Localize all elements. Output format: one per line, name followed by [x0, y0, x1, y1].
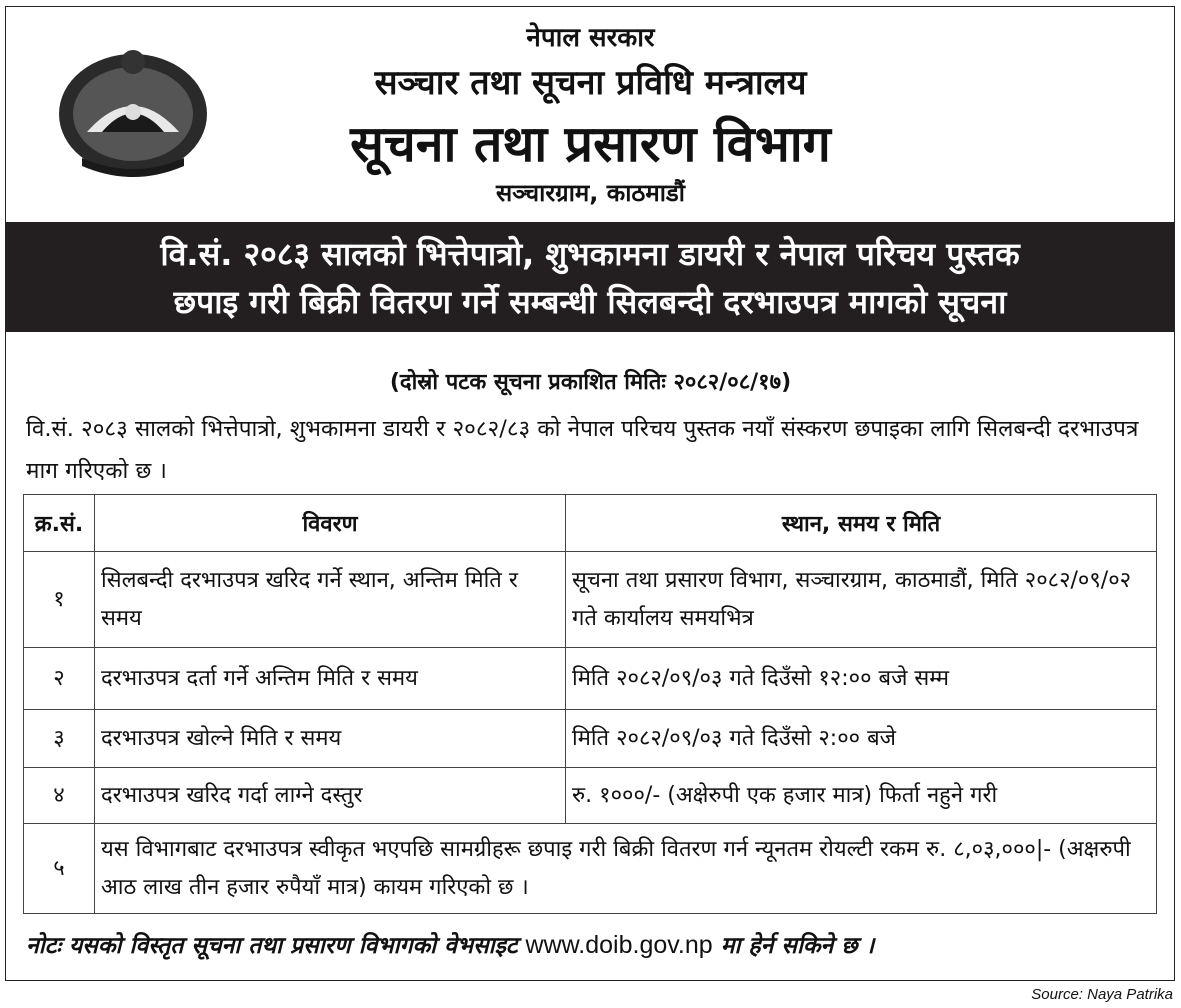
table-row: [24, 824, 1157, 914]
row-description: दरभाउपत्र दर्ता गर्ने अन्तिम मिति र समय: [95, 648, 566, 710]
header-serial: क्र.सं.: [24, 495, 95, 552]
table-row: [24, 552, 1157, 648]
ministry-name: सञ्चार तथा सूचना प्रविधि मन्त्रालय: [374, 63, 807, 103]
table-row: [24, 710, 1157, 768]
row-description: सिलबन्दी दरभाउपत्र खरिद गर्ने स्थान, अन्तिम मिति र समय: [95, 552, 566, 648]
table-row: [24, 648, 1157, 710]
row-detail: मिति २०८२/०९/०३ गते दिउँसो २:०० बजे: [566, 710, 1157, 768]
row-description: दरभाउपत्र खोल्ने मिति र समय: [95, 710, 566, 768]
notice-title-line-1: वि.सं. २०८३ सालको भित्तेपात्रो, शुभकामना डायरी र नेपाल परिचय पुस्तक: [160, 235, 1020, 273]
header-description: विवरण: [95, 495, 566, 552]
row-merged-description: यस विभागबाट दरभाउपत्र स्वीकृत भएपछि सामग्रीहरू छपाइ गरी बिक्री वितरण गर्न न्यूनतम रोयल्टी रकम रु. ८,०३,०००|- (अक्षरुपी आठ लाख तीन हजार रुपैयाँ मात्र) कायम गरिएको छ ।: [95, 824, 1157, 914]
row-serial: ४: [24, 768, 95, 824]
notice-title-line-2: छपाइ गरी बिक्री वितरण गर्ने सम्बन्धी सिलबन्दी दरभाउपत्र मागको सूचना: [173, 283, 1007, 321]
row-detail: सूचना तथा प्रसारण विभाग, सञ्चारग्राम, काठमाडौं, मिति २०८२/०९/०२ गते कार्यालय समयभित्र: [566, 552, 1157, 648]
row-serial: १: [24, 552, 95, 648]
table-row: [24, 768, 1157, 824]
department-address: सञ्चारग्राम, काठमाडौं: [496, 179, 685, 207]
row-detail: रु. १०००/- (अक्षेरुपी एक हजार मात्र) फिर्ता नहुने गरी: [566, 768, 1157, 824]
source-credit: Source: Naya Patrika: [1031, 986, 1173, 1003]
table-header-row: [24, 495, 1157, 552]
website-link[interactable]: www.doib.gov.np: [525, 931, 713, 959]
header-place-time-date: स्थान, समय र मिति: [566, 495, 1157, 552]
website-note: [26, 928, 874, 960]
note-suffix: मा हेर्न सकिने छ ।: [720, 933, 875, 959]
intro-paragraph: वि.सं. २०८३ सालको भित्तेपात्रो, शुभकामना डायरी र २०८२/८३ को नेपाल परिचय पुस्तक नयाँ संस्करण छपाइका लागि सिलबन्दी दरभाउपत्र माग गरिएको छ ।: [26, 416, 1139, 484]
row-serial: ३: [24, 710, 95, 768]
notice-title-banner: [5, 222, 1175, 332]
publication-date: (दोस्रो पटक सूचना प्रकाशित मितिः २०८२/०८/१७): [389, 370, 792, 395]
department-name: सूचना तथा प्रसारण विभाग: [350, 115, 831, 173]
row-description: दरभाउपत्र खरिद गर्दा लाग्ने दस्तुर: [95, 768, 566, 824]
row-serial: २: [24, 648, 95, 710]
tender-details-table: [23, 494, 1157, 914]
row-detail: मिति २०८२/०९/०३ गते दिउँसो १२:०० बजे सम्म: [566, 648, 1157, 710]
note-prefix: नोटः यसको विस्तृत सूचना तथा प्रसारण विभागको वेभसाइट: [26, 933, 518, 959]
row-serial: ५: [24, 824, 95, 914]
government-name: नेपाल सरकार: [526, 23, 655, 53]
